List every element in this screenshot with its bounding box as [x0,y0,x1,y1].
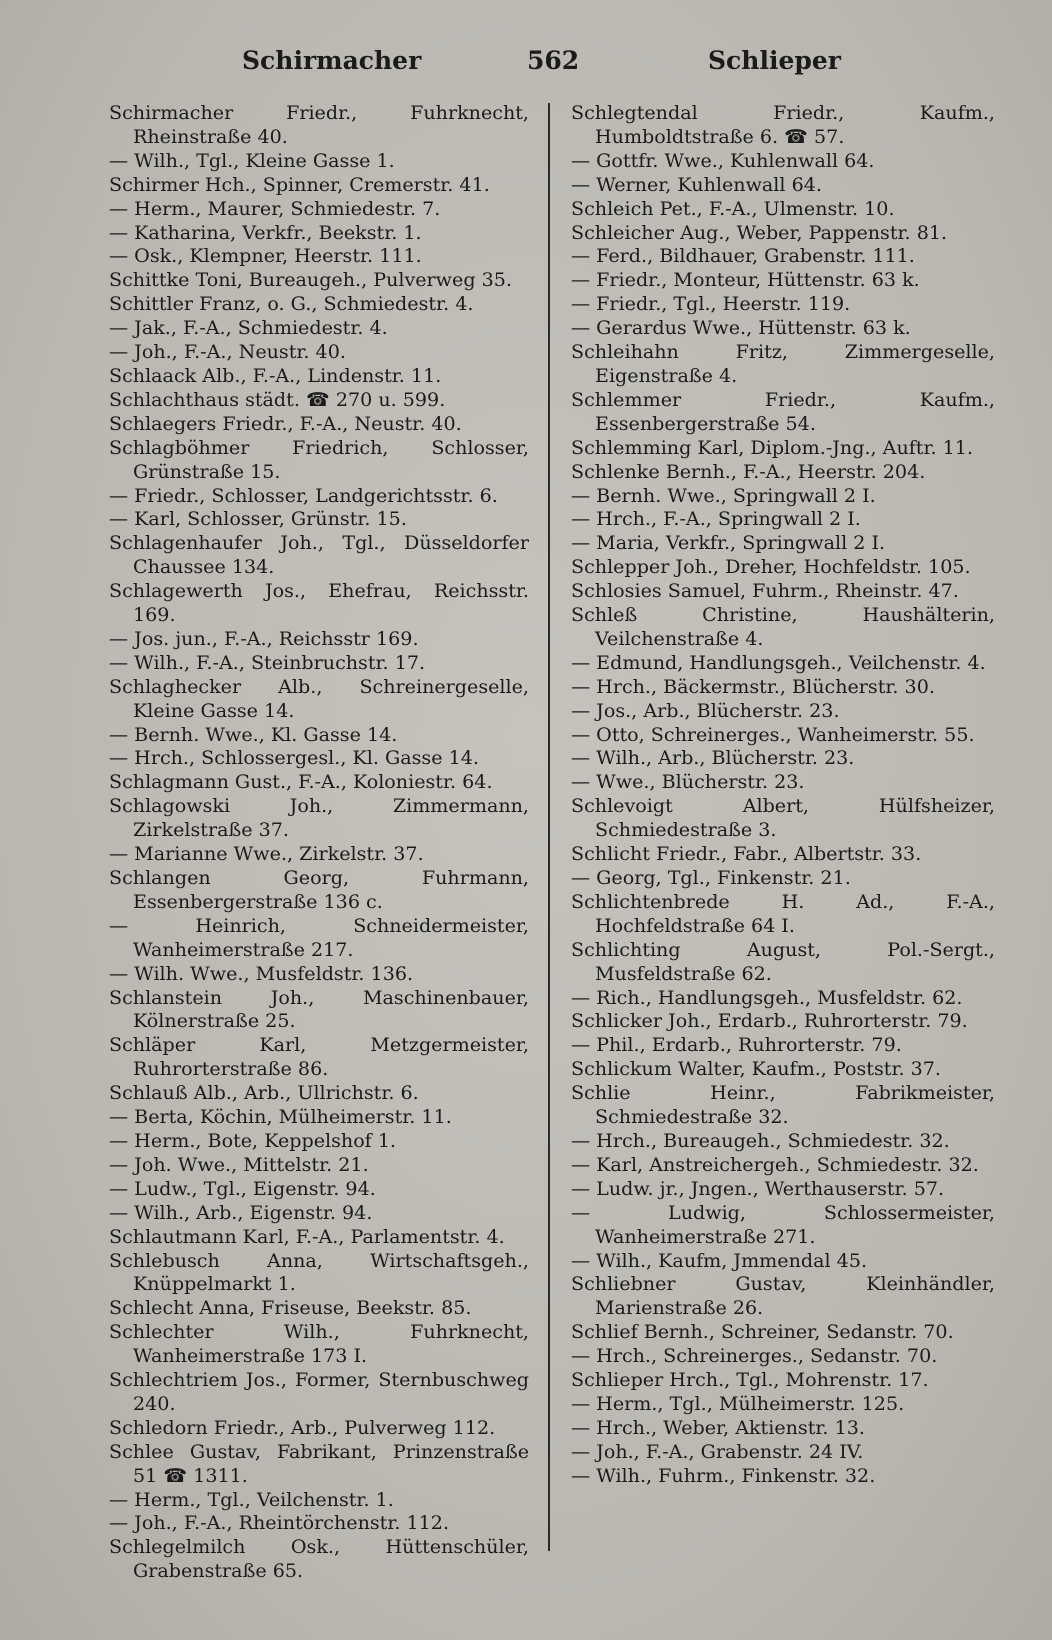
directory-entry: — Karl, Schlosser, Grünstr. 15. [109,507,407,531]
directory-entry: — Wilh., Fuhrm., Finkenstr. 32. [571,1463,876,1487]
directory-entry: Schlechter Wilh., Fuhrknecht, Wanheimerstraße 173 I. [109,1320,529,1368]
directory-entry: — Ludw., Tgl., Eigenstr. 94. [109,1176,376,1200]
directory-entry: Schlebusch Anna, Wirtschaftsgeh., Knüppelmarkt 1. [109,1248,529,1296]
directory-entry: Schlecht Anna, Friseuse, Beekstr. 85. [109,1296,472,1320]
directory-entry: Schlagewerth Jos., Ehefrau, Reichsstr. 169. [109,579,529,627]
directory-entry: — Jak., F.-A., Schmiedestr. 4. [109,316,388,340]
directory-entry: — Friedr., Schlosser, Landgerichtsstr. 6. [109,483,498,507]
directory-entry: — Marianne Wwe., Zirkelstr. 37. [109,842,424,866]
directory-entry: — Herm., Bote, Keppelshof 1. [109,1128,397,1152]
directory-entry: — Wilh., Arb., Eigenstr. 94. [109,1200,373,1224]
directory-entry: Schlaack Alb., F.-A., Lindenstr. 11. [109,363,442,387]
header-right-catchword: Schlieper [708,46,841,75]
directory-entry: — Joh., F.-A., Rheintörchenstr. 112. [109,1511,450,1535]
directory-entry: Schlagböhmer Friedrich, Schlosser, Grünstraße 15. [109,435,529,483]
directory-entry: Schlepper Joh., Dreher, Hochfeldstr. 105. [571,555,971,579]
directory-entry: Schlaegers Friedr., F.-A., Neustr. 40. [109,411,462,435]
directory-entry: — Joh., F.-A., Grabenstr. 24 IV. [571,1439,864,1463]
directory-entry: — Joh. Wwe., Mittelstr. 21. [109,1152,369,1176]
directory-entry: Schlaghecker Alb., Schreinergeselle, Kleine Gasse 14. [109,674,529,722]
directory-entry: Schlauß Alb., Arb., Ullrichstr. 6. [109,1081,419,1105]
directory-entry: — Bernh. Wwe., Kl. Gasse 14. [109,722,398,746]
directory-entry: Schlichting August, Pol.-Sergt., Musfeldstraße 62. [571,937,995,985]
directory-entry: Schleihahn Fritz, Zimmergeselle, Eigenstraße 4. [571,340,995,387]
column-divider [548,103,550,1551]
directory-entry: Schleich Pet., F.-A., Ulmenstr. 10. [571,196,895,220]
directory-entry: — Ludwig, Schlossermeister, Wanheimerstraße 271. [571,1200,995,1248]
page-header [0,46,1052,86]
directory-entry: — Berta, Köchin, Mülheimerstr. 11. [109,1105,452,1129]
left-column [109,101,529,1583]
directory-entry: — Hrch., Schlossergesl., Kl. Gasse 14. [109,746,479,770]
directory-entry: — Friedr., Tgl., Heerstr. 119. [571,292,851,316]
directory-entry: — Herm., Tgl., Mülheimerstr. 125. [571,1391,905,1415]
directory-entry: Schlagenhaufer Joh., Tgl., Düsseldorfer Chaussee 134. [109,531,529,579]
directory-entry: — Gottfr. Wwe., Kuhlenwall 64. [571,148,875,172]
directory-entry: — Wilh., F.-A., Steinbruchstr. 17. [109,650,426,674]
directory-entry: Schlickum Walter, Kaufm., Poststr. 37. [571,1057,941,1081]
directory-entry: — Otto, Schreinerges., Wanheimerstr. 55. [571,722,975,746]
directory-entry: — Friedr., Monteur, Hüttenstr. 63 k. [571,268,920,292]
directory-entry: — Herm., Maurer, Schmiedestr. 7. [109,196,441,220]
directory-entry: — Ferd., Bildhauer, Grabenstr. 111. [571,244,915,268]
directory-entry: Schlegelmilch Osk., Hüttenschüler, Grabenstraße 65. [109,1535,529,1583]
directory-entry: Schirmer Hch., Spinner, Cremerstr. 41. [109,172,490,196]
directory-entry: Schirmacher Friedr., Fuhrknecht, Rheinstraße 40. [109,101,529,148]
directory-entry: — Hrch., Bureaugeh., Schmiedestr. 32. [571,1128,950,1152]
directory-entry: Schlicker Joh., Erdarb., Ruhrorterstr. 79. [571,1009,968,1033]
directory-entry: — Georg, Tgl., Finkenstr. 21. [571,866,851,889]
directory-entry: — Hrch., Bäckermstr., Blücherstr. 30. [571,674,935,698]
directory-entry: Schledorn Friedr., Arb., Pulverweg 112. [109,1415,496,1439]
directory-entry: Schlevoigt Albert, Hülfsheizer, Schmiedestraße 3. [571,794,995,842]
directory-entry: Schleß Christine, Haushälterin, Veilchenstraße 4. [571,603,995,650]
directory-entry: Schlechtriem Jos., Former, Sternbuschweg 240. [109,1368,529,1415]
directory-entry: — Katharina, Verkfr., Beekstr. 1. [109,220,422,244]
directory-entry: — Bernh. Wwe., Springwall 2 I. [571,483,876,507]
directory-entry: — Gerardus Wwe., Hüttenstr. 63 k. [571,316,911,340]
directory-entry: Schlief Bernh., Schreiner, Sedanstr. 70. [571,1320,954,1344]
directory-entry: — Hrch., Weber, Aktienstr. 13. [571,1415,865,1439]
directory-entry: Schlee Gustav, Fabrikant, Prinzenstraße 51 ☎ 1311. [109,1439,529,1487]
directory-entry: Schittler Franz, o. G., Schmiedestr. 4. [109,292,474,316]
directory-entry: — Jos. jun., F.-A., Reichsstr 169. [109,626,419,650]
directory-entry: — Wilh. Wwe., Musfeldstr. 136. [109,961,414,985]
directory-entry: — Phil., Erdarb., Ruhrorterstr. 79. [571,1033,902,1057]
directory-entry: — Karl, Anstreichergeh., Schmiedestr. 32. [571,1152,979,1176]
directory-entry: — Osk., Klempner, Heerstr. 111. [109,244,422,268]
directory-entry: Schleicher Aug., Weber, Pappenstr. 81. [571,220,948,244]
directory-entry: — Wilh., Arb., Blücherstr. 23. [571,746,855,770]
page-number: 562 [527,46,580,75]
directory-entry: Schlemmer Friedr., Kaufm., Essenbergerstraße 54. [571,387,995,435]
directory-entry: — Werner, Kuhlenwall 64. [571,172,822,196]
directory-entry: Schlosies Samuel, Fuhrm., Rheinstr. 47. [571,579,959,603]
directory-entry: — Jos., Arb., Blücherstr. 23. [571,698,840,722]
directory-entry: Schlenke Bernh., F.-A., Heerstr. 204. [571,459,926,483]
directory-entry: — Wilh., Kaufm, Jmmendal 45. [571,1248,868,1272]
directory-entry: Schliebner Gustav, Kleinhändler, Marienstraße 26. [571,1272,995,1320]
directory-entry: Schittke Toni, Bureaugeh., Pulverweg 35. [109,268,512,292]
directory-entry: — Edmund, Handlungsgeh., Veilchenstr. 4. [571,650,986,674]
directory-entry: Schlautmann Karl, F.-A., Parlamentstr. 4. [109,1224,505,1248]
directory-entry: Schlanstein Joh., Maschinenbauer, Kölnerstraße 25. [109,985,529,1033]
directory-entry: Schlachthaus städt. ☎ 270 u. 599. [109,387,446,411]
directory-entry: — Rich., Handlungsgeh., Musfeldstr. 62. [571,985,963,1009]
directory-entry: Schlicht Friedr., Fabr., Albertstr. 33. [571,842,922,866]
directory-entry: — Heinrich, Schneidermeister, Wanheimerstraße 217. [109,913,529,961]
directory-entry: Schlegtendal Friedr., Kaufm., Humboldtstraße 6. ☎ 57. [571,101,995,148]
directory-entry: — Herm., Tgl., Veilchenstr. 1. [109,1487,394,1511]
directory-entry: Schlagmann Gust., F.-A., Koloniestr. 64. [109,770,493,794]
directory-entry: — Joh., F.-A., Neustr. 40. [109,340,346,364]
directory-entry: — Maria, Verkfr., Springwall 2 I. [571,531,886,555]
directory-entry: Schläper Karl, Metzgermeister, Ruhrorterstraße 86. [109,1033,529,1081]
directory-entry: — Hrch., Schreinerges., Sedanstr. 70. [571,1344,938,1368]
directory-entry: — Hrch., F.-A., Springwall 2 I. [571,507,861,531]
directory-entry: Schlangen Georg, Fuhrmann, Essenbergerstraße 136 c. [109,866,529,913]
directory-entry: Schlemming Karl, Diplom.-Jng., Auftr. 11. [571,435,974,459]
right-column [571,101,995,1488]
directory-entry: — Ludw. jr., Jngen., Werthauserstr. 57. [571,1176,945,1200]
directory-entry: — Wwe., Blücherstr. 23. [571,770,805,794]
directory-entry: Schlagowski Joh., Zimmermann, Zirkelstraße 37. [109,794,529,842]
directory-entry: Schlichtenbrede H. Ad., F.-A., Hochfeldstraße 64 I. [571,889,995,937]
directory-entry: — Wilh., Tgl., Kleine Gasse 1. [109,148,395,172]
directory-entry: Schlie Heinr., Fabrikmeister, Schmiedestraße 32. [571,1081,995,1129]
header-left-catchword: Schirmacher [242,46,422,75]
directory-entry: Schlieper Hrch., Tgl., Mohrenstr. 17. [571,1368,929,1392]
